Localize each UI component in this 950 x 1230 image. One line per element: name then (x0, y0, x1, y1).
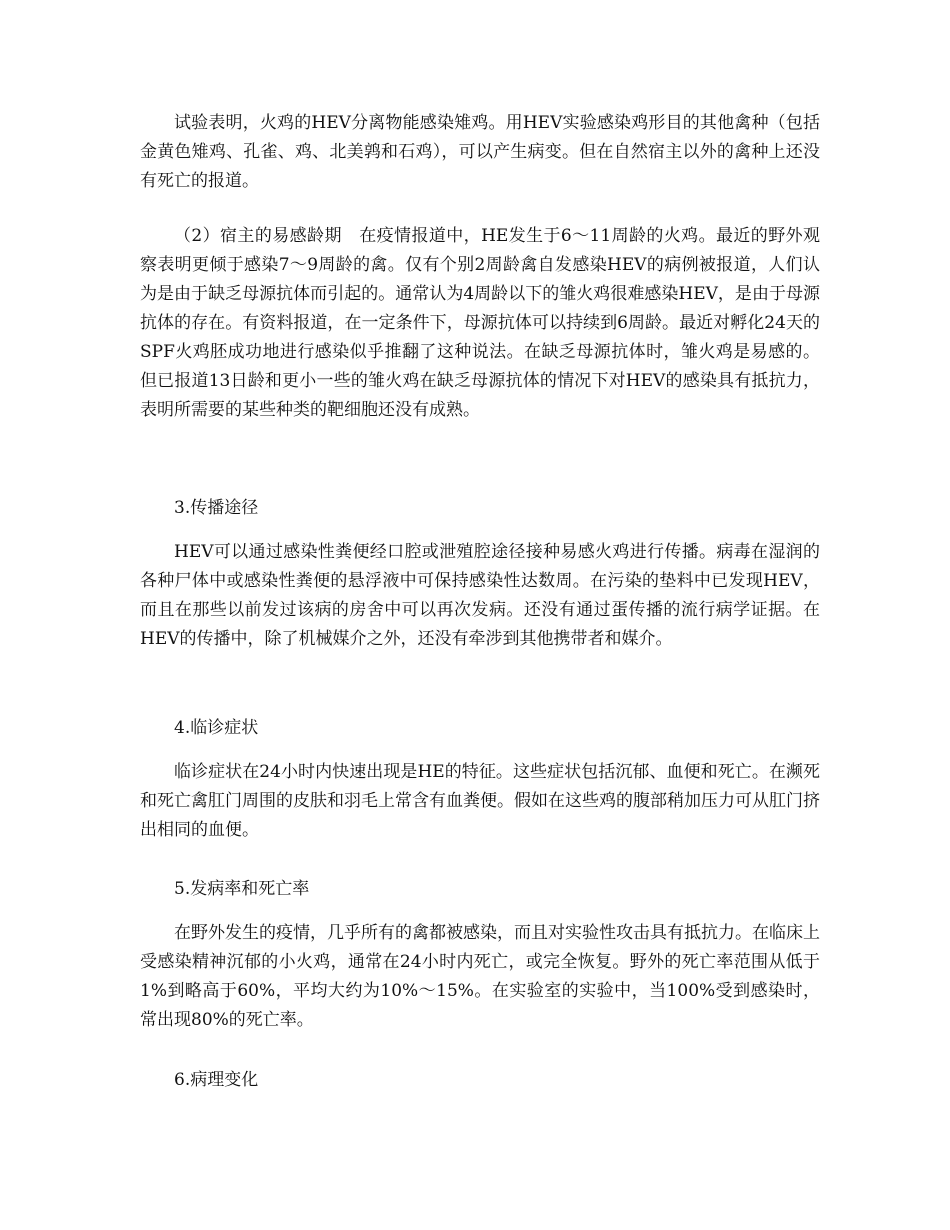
paragraph-symptoms: 临诊症状在24小时内快速出现是HE的特征。这些症状包括沉郁、血便和死亡。在濒死和死亡禽肛门周围的皮肤和羽毛上常含有血粪便。假如在这些鸡的腹部稍加压力可从肛门挤出相同的血便。 (140, 762, 820, 840)
paragraph-morbidity: 在野外发生的疫情，几乎所有的禽都被感染，而且对实验性攻击具有抵抗力。在临床上受感染精神沉郁的小火鸡，通常在24小时内死亡，或完全恢复。野外的死亡率范围从低于1%到略高于60%，平均大约为10%～15%。在实验室的实验中，当100%受到感染时，常出现80%的死亡率。 (140, 923, 820, 1030)
section-heading-symptoms: 4.临诊症状 (174, 718, 259, 738)
section-heading-pathology: 6.病理变化 (174, 1070, 259, 1090)
paragraph-susceptible-age: （2）宿主的易感龄期 在疫情报道中，HE发生于6～11周龄的火鸡。最近的野外观察表明更倾于感染7～9周龄的禽。仅有个别2周龄禽自发感染HEV的病例被报道，人们认为是由于缺乏母源抗体而引起的。通常认为4周龄以下的雏火鸡很难感染HEV，是由于母源抗体的存在。有资料报道，在一定条件下，母源抗体可以持续到6周龄。最近对孵化24天的SPF火鸡胚成功地进行感染似乎推翻了这种说法。在缺乏母源抗体时，雏火鸡是易感的。但已报道13日龄和更小一些的雏火鸡在缺乏母源抗体的情况下对HEV的感染具有抵抗力，表明所需要的某些种类的靶细胞还没有成熟。 (140, 226, 820, 420)
section-heading-transmission: 3.传播途径 (174, 498, 259, 518)
section-heading-morbidity: 5.发病率和死亡率 (174, 879, 310, 899)
paragraph-transmission: HEV可以通过感染性粪便经口腔或泄殖腔途径接种易感火鸡进行传播。病毒在湿润的各种尸体中或感染性粪便的悬浮液中可保持感染性达数周。在污染的垫料中已发现HEV，而且在那些以前发过该病的房舍中可以再次发病。还没有通过蛋传播的流行病学证据。在HEV的传播中，除了机械媒介之外，还没有牵涉到其他携带者和媒介。 (140, 542, 820, 649)
paragraph-host-range: 试验表明，火鸡的HEV分离物能感染雉鸡。用HEV实验感染鸡形目的其他禽种（包括金黄色雉鸡、孔雀、鸡、北美鹑和石鸡），可以产生病变。但在自然宿主以外的禽种上还没有死亡的报道。 (140, 113, 820, 191)
